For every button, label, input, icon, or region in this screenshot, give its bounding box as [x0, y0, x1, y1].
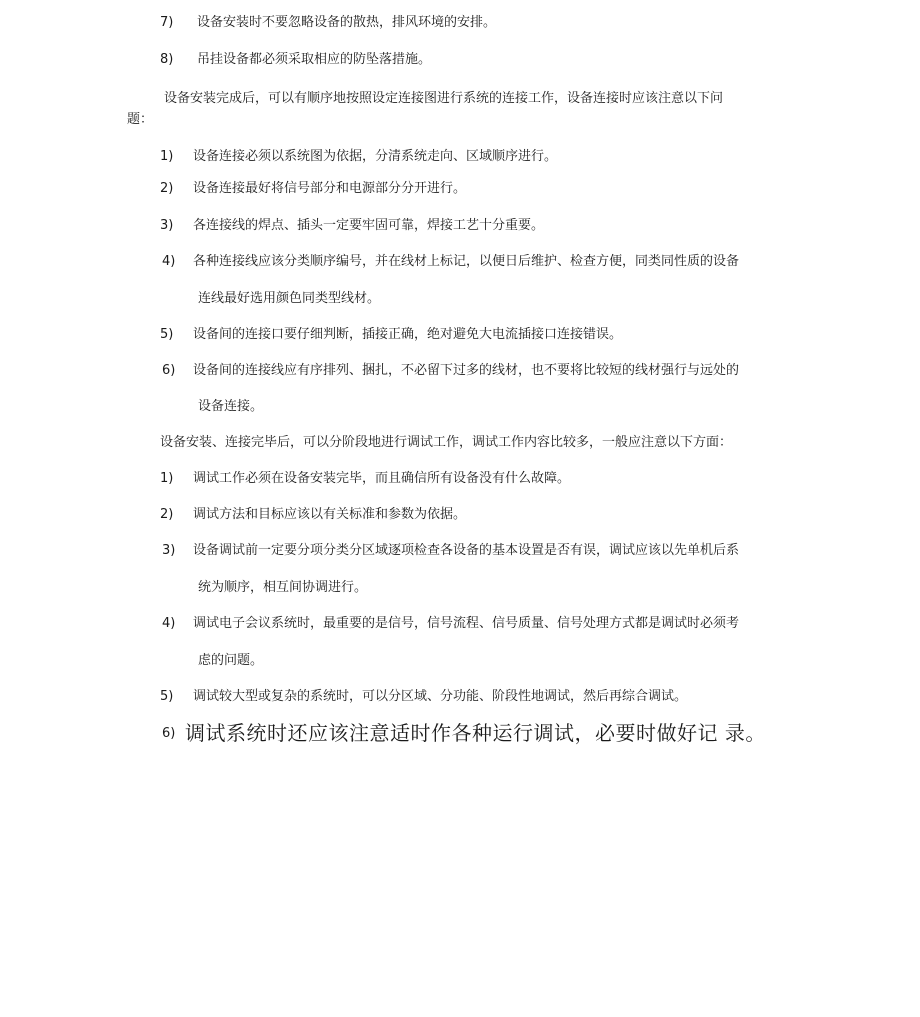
list-item-text: 设备间的连接线应有序排列、捆扎，不必留下过多的线材，也不要将比较短的线材强行与远处的 [193, 363, 740, 378]
list-item-text: 各连接线的焊点、插头一定要牢固可靠，焊接工艺十分重要。 [193, 218, 545, 233]
list-item-text: 调试工作必须在设备安装完毕，而且确信所有设备没有什么故障。 [193, 471, 571, 486]
list-item-number: 5) [160, 327, 174, 342]
paragraph-line: 设备安装、连接完毕后，可以分阶段地进行调试工作，调试工作内容比较多，一般应注意以下方面： [160, 435, 733, 450]
list-item-text: 设备连接必须以系统图为依据，分清系统走向、区域顺序进行。 [193, 149, 558, 164]
list-item-number: 1) [160, 149, 174, 164]
list-item-number: 1) [160, 471, 174, 486]
list-item-text: 调试系统时还应该注意适时作各种运行调试，必要时做好记 录。 [185, 721, 766, 745]
list-item-number: 7) [160, 15, 174, 30]
paragraph-line: 题： [127, 112, 154, 127]
list-item-text: 调试电子会议系统时，最重要的是信号，信号流程、信号质量、信号处理方式都是调试时必须考 [193, 616, 740, 631]
list-item-text: 设备连接最好将信号部分和电源部分分开进行。 [193, 181, 467, 196]
list-item-number: 6) [162, 726, 176, 741]
list-item-number: 8) [160, 52, 174, 67]
list-item-number: 4) [162, 254, 176, 269]
list-item-number: 2) [160, 507, 174, 522]
list-item-text: 各种连接线应该分类顺序编号，并在线材上标记，以便日后维护、检查方便，同类同性质的设备 [193, 254, 740, 269]
paragraph-line: 设备安装完成后，可以有顺序地按照设定连接图进行系统的连接工作，设备连接时应该注意以下问 [164, 91, 724, 106]
list-item-text: 吊挂设备都必须采取相应的防坠落措施。 [197, 52, 432, 67]
list-item-text: 调试较大型或复杂的系统时，可以分区域、分功能、阶段性地调试，然后再综合调试。 [193, 689, 688, 704]
list-item-continuation: 设备连接。 [198, 399, 264, 414]
list-item-text: 调试方法和目标应该以有关标准和参数为依据。 [193, 507, 467, 522]
list-item-continuation: 连线最好选用颜色同类型线材。 [198, 291, 381, 306]
list-item-number: 5) [160, 689, 174, 704]
list-item-text: 设备间的连接口要仔细判断，插接正确，绝对避免大电流插接口连接错误。 [193, 327, 623, 342]
list-item-number: 6) [162, 363, 176, 378]
list-item-number: 3) [162, 543, 176, 558]
list-item-continuation: 统为顺序，相互间协调进行。 [198, 580, 368, 595]
list-item-text: 设备安装时不要忽略设备的散热，排风环境的安排。 [197, 15, 497, 30]
list-item-text: 设备调试前一定要分项分类分区域逐项检查各设备的基本设置是否有误，调试应该以先单机后系 [193, 543, 740, 558]
list-item-number: 3) [160, 218, 174, 233]
list-item-number: 4) [162, 616, 176, 631]
list-item-number: 2) [160, 181, 174, 196]
list-item-continuation: 虑的问题。 [198, 653, 264, 668]
